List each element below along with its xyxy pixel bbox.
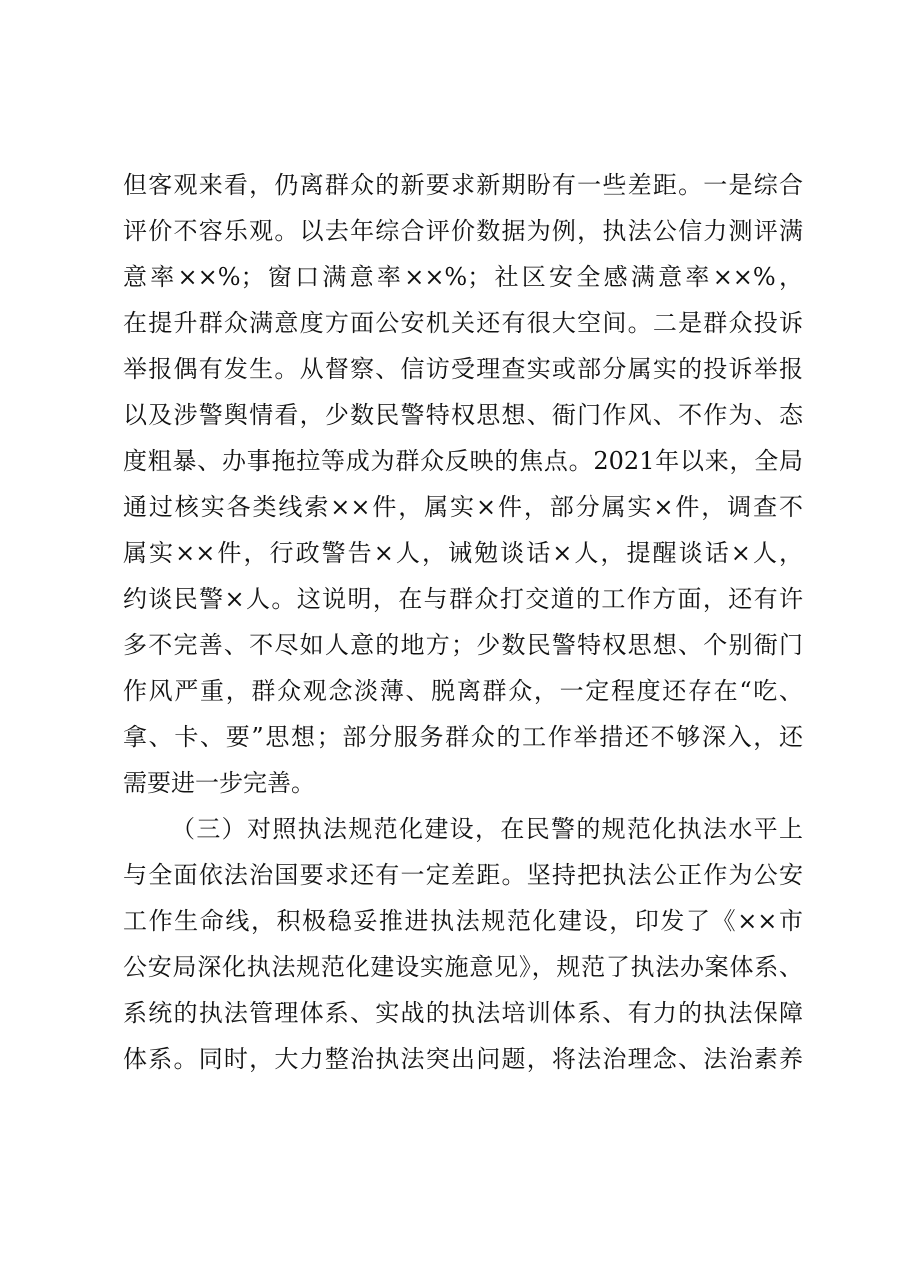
text-line: 举报偶有发生。从督察、信访受理查实或部分属实的投诉举报	[123, 355, 803, 383]
text-line: 以及涉警舆情看，少数民警特权思想、衙门作风、不作为、态	[123, 401, 803, 429]
text-line: 与全面依法治国要求还有一定差距。坚持把执法公正作为公安	[123, 861, 803, 889]
text-line: 需要进一步完善。	[123, 769, 315, 797]
text-line: 属实××件，行政警告×人，诫勉谈话×人，提醒谈话×人，	[123, 539, 803, 567]
text-line: 体系。同时，大力整治执法突出问题，将法治理念、法治素养	[123, 1045, 803, 1073]
text-line: 作风严重，群众观念淡薄、脱离群众，一定程度还存在“吃、	[123, 677, 803, 705]
section-heading-line: （三）对照执法规范化建设，在民警的规范化执法水平上	[171, 815, 803, 843]
text-line: 通过核实各类线索××件，属实×件，部分属实×件，调查不	[123, 493, 803, 521]
text-line: 工作生命线，积极稳妥推进执法规范化建设，印发了《××市	[123, 907, 803, 935]
text-line: 评价不容乐观。以去年综合评价数据为例，执法公信力测评满	[123, 217, 803, 245]
text-line: 公安局深化执法规范化建设实施意见》，规范了执法办案体系、	[123, 953, 803, 981]
text-line: 约谈民警×人。这说明，在与群众打交道的工作方面，还有许	[123, 585, 803, 613]
text-line: 但客观来看，仍离群众的新要求新期盼有一些差距。一是综合	[123, 171, 803, 199]
text-line: 在提升群众满意度方面公安机关还有很大空间。二是群众投诉	[123, 309, 803, 337]
text-line: 度粗暴、办事拖拉等成为群众反映的焦点。2021年以来，全局	[123, 447, 803, 475]
text-line: 多不完善、不尽如人意的地方；少数民警特权思想、个别衙门	[123, 631, 803, 659]
text-line: 意率××%；窗口满意率××%；社区安全感满意率××%，	[123, 263, 803, 291]
text-line: 系统的执法管理体系、实战的执法培训体系、有力的执法保障	[123, 999, 803, 1027]
text-line: 拿、卡、要”思想；部分服务群众的工作举措还不够深入，还	[123, 723, 803, 751]
